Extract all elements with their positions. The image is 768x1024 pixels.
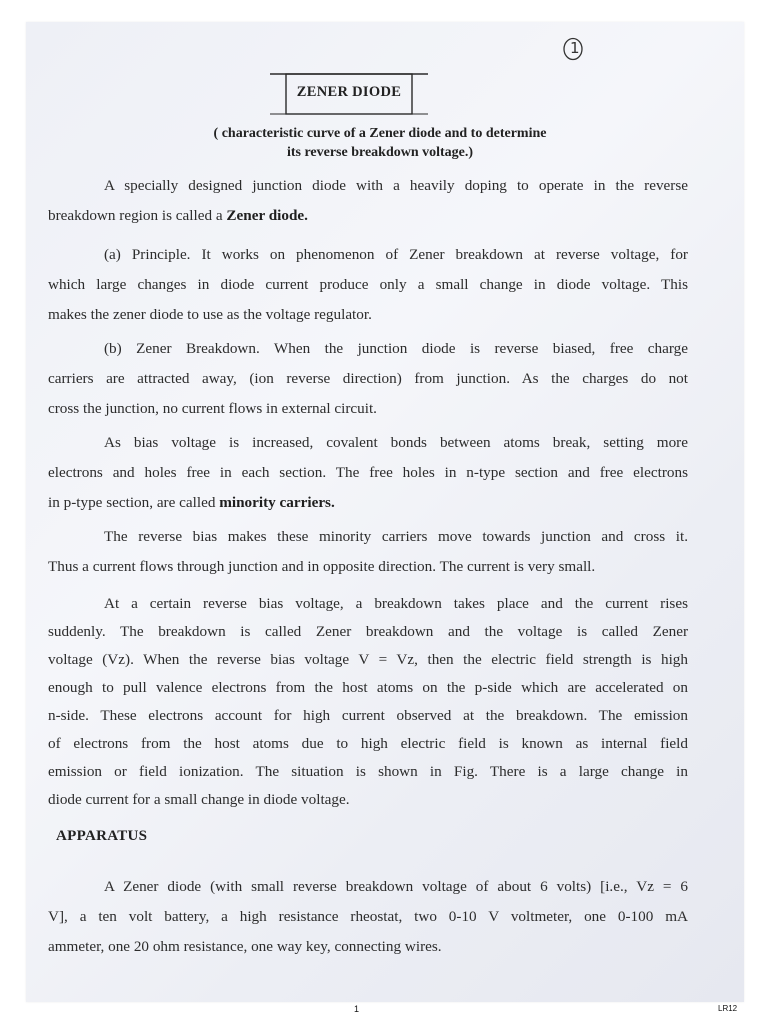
principle-paragraph bbox=[48, 240, 688, 330]
text-line: diode current for a small change in diode voltage. bbox=[48, 791, 350, 808]
text-line: ammeter, one 20 ohm resistance, one way key, connecting wires. bbox=[48, 938, 442, 955]
apparatus-heading: APPARATUS bbox=[56, 828, 148, 844]
text-line: At a certain reverse bias voltage, a breakdown takes place and the current rises bbox=[104, 595, 688, 612]
text-line: emission or field ionization. The situation is shown in Fig. There is a large change in bbox=[48, 763, 688, 780]
subtitle-line-1: ( characteristic curve of a Zener diode and to determine bbox=[213, 126, 547, 141]
intro-paragraph bbox=[48, 171, 688, 231]
page-mark-number: 1 bbox=[570, 39, 580, 57]
text-line: A specially designed junction diode with a heavily doping to operate in the reverse bbox=[104, 177, 688, 194]
breakdown-paragraph bbox=[48, 334, 688, 424]
text-line: makes the zener diode to use as the voltage regulator. bbox=[48, 306, 372, 323]
text-fragment: breakdown region is called a bbox=[48, 207, 227, 224]
footer-code: LR12 bbox=[718, 1004, 738, 1013]
bias-paragraph bbox=[48, 428, 688, 518]
bold-term: Zener diode. bbox=[226, 207, 308, 224]
text-line: which large changes in diode current produce only a small change in diode voltage. This bbox=[48, 276, 688, 293]
text-line: voltage (Vz). When the reverse bias voltage V = Vz, then the electric field strength is high bbox=[48, 651, 688, 668]
text-line: electrons and holes free in each section. The free holes in n-type section and free electrons bbox=[48, 464, 688, 481]
handwritten-page-mark bbox=[562, 36, 586, 60]
text-line: cross the junction, no current flows in external circuit. bbox=[48, 400, 377, 417]
text-line: A Zener diode (with small reverse breakdown voltage of about 6 volts) [i.e., Vz = 6 bbox=[104, 878, 688, 895]
text-line: The reverse bias makes these minority carriers move towards junction and cross it. bbox=[104, 528, 688, 545]
text-line: of electrons from the host atoms due to high electric field is known as internal field bbox=[48, 735, 688, 752]
text-line: enough to pull valence electrons from the host atoms on the p-side which are accelerated on bbox=[48, 679, 688, 696]
text-line: suddenly. The breakdown is called Zener breakdown and the voltage is called Zener bbox=[48, 623, 688, 640]
apparatus-paragraph bbox=[48, 872, 688, 962]
text-line: (a) Principle. It works on phenomenon of Zener breakdown at reverse voltage, for bbox=[104, 246, 688, 263]
text-line: n-side. These electrons account for high current observed at the breakdown. The emission bbox=[48, 707, 688, 724]
zener-voltage-paragraph bbox=[48, 590, 688, 814]
text-line: carriers are attracted away, (ion reverse direction) from junction. As the charges do not bbox=[48, 370, 688, 387]
text-fragment: in p-type section, are called bbox=[48, 494, 220, 511]
footer-page-number: 1 bbox=[354, 1004, 360, 1014]
text-line bbox=[48, 488, 688, 518]
page-title: ZENER DIODE bbox=[296, 84, 402, 100]
bold-term: minority carriers. bbox=[219, 494, 335, 511]
text-line: (b) Zener Breakdown. When the junction diode is reverse biased, free charge bbox=[104, 340, 688, 357]
reverse-bias-paragraph bbox=[48, 522, 688, 582]
text-line: V], a ten volt battery, a high resistance rheostat, two 0-10 V voltmeter, one 0-100 mA bbox=[48, 908, 688, 925]
title-box bbox=[268, 68, 430, 116]
text-line: Thus a current flows through junction and in opposite direction. The current is very small. bbox=[48, 558, 596, 575]
text-line: As bias voltage is increased, covalent bonds between atoms break, setting more bbox=[104, 434, 688, 451]
subtitle-line-2: its reverse breakdown voltage.) bbox=[286, 145, 474, 160]
text-line bbox=[48, 201, 688, 231]
